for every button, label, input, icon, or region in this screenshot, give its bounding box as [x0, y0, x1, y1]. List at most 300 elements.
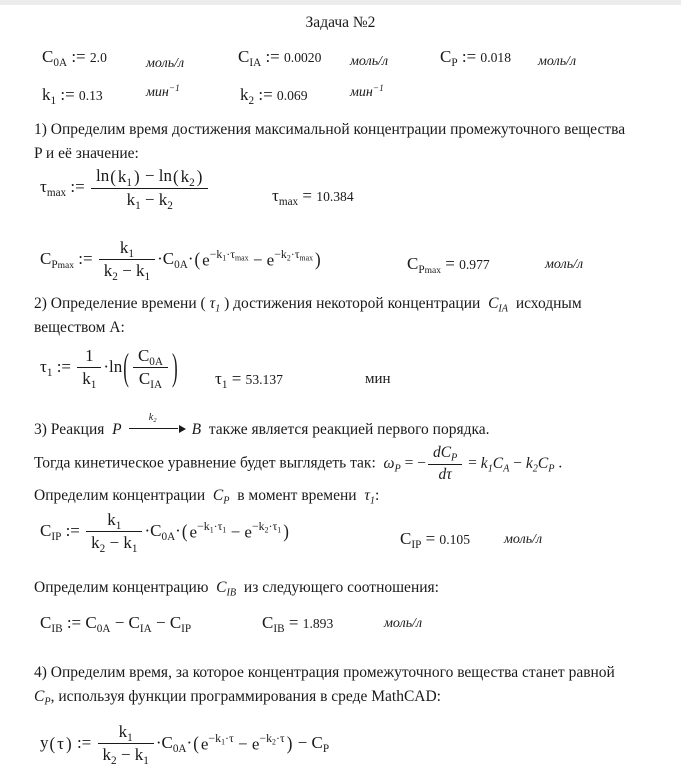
- paren-group: [181, 521, 290, 543]
- math-token: [110, 613, 128, 632]
- math-token: [400, 529, 422, 551]
- math-token: [90, 50, 107, 65]
- token-text: ω: [383, 454, 395, 472]
- token-text: −: [105, 533, 124, 553]
- token-text: :: [374, 487, 380, 504]
- subscript: 1: [128, 247, 134, 260]
- right-paren: ): [196, 166, 203, 187]
- token-text: ln: [95, 166, 110, 185]
- token-text: моль/л: [538, 54, 577, 69]
- token-text: ·ln: [103, 356, 123, 376]
- token-text: ·C: [157, 248, 175, 268]
- page-title: Задача №2: [305, 14, 376, 31]
- token-text: ·τ: [226, 247, 236, 262]
- token-text: k: [148, 412, 154, 423]
- token-text: моль/л: [384, 616, 423, 631]
- subscript: 1: [215, 303, 221, 315]
- window-edge: [0, 0, 681, 5]
- subscript: max: [299, 253, 314, 263]
- superscript-group: [274, 249, 313, 261]
- math-token: [34, 295, 210, 312]
- token-text: ·τ: [268, 519, 278, 534]
- subscript: 0A: [161, 530, 176, 543]
- cip-unit-label: [504, 531, 542, 549]
- math-token: [34, 455, 384, 472]
- paren-content: [201, 249, 314, 271]
- token-text: C: [128, 613, 140, 632]
- token-text: k: [480, 454, 488, 472]
- reaction-arrow-icon: [127, 412, 187, 436]
- token-text: −k: [251, 519, 265, 534]
- math-token: [214, 519, 227, 533]
- token-text: :=: [66, 177, 89, 197]
- math-token: [56, 85, 79, 104]
- token-text: τ: [40, 356, 47, 376]
- token-text: C: [407, 254, 419, 273]
- token-text: −: [226, 522, 245, 542]
- math-token: [311, 732, 330, 755]
- subscript: 1: [126, 176, 132, 189]
- subscript: IP: [181, 622, 192, 635]
- math-token: [51, 688, 441, 705]
- token-text: ·τ: [225, 731, 234, 746]
- token-text: 10.384: [316, 189, 354, 204]
- math-token: [197, 519, 214, 533]
- formula-tau-max: [40, 166, 210, 211]
- token-text: мин: [146, 85, 169, 100]
- math-token: [407, 254, 441, 276]
- math-token: [73, 733, 96, 752]
- paragraph-determine-cib: [34, 578, 439, 597]
- arrow-label: [127, 413, 179, 423]
- token-text: ·C: [144, 520, 162, 540]
- subscript: 2: [286, 253, 291, 263]
- math-token: [40, 520, 62, 543]
- token-text: 1) Определим время достижения максимальной концентрации промежуточного вещества: [34, 121, 626, 138]
- token-text: ·: [175, 520, 181, 540]
- math-token: [538, 54, 576, 69]
- subscript: IB: [51, 622, 63, 635]
- token-text: в момент времени: [229, 487, 365, 504]
- math-token: [350, 54, 388, 69]
- subscript: 2: [248, 94, 255, 107]
- result-cip: [400, 528, 470, 549]
- math-token: [34, 579, 216, 596]
- math-token: [42, 47, 68, 69]
- token-text: C: [212, 487, 224, 504]
- math-token: [298, 186, 316, 205]
- math-token: [229, 487, 364, 504]
- subscript: 1: [115, 519, 122, 532]
- math-token: [209, 295, 221, 315]
- token-text: k: [525, 454, 533, 472]
- token-text: k: [118, 722, 128, 741]
- math-token: [458, 47, 481, 66]
- token-text: моль/л: [146, 56, 185, 71]
- left-paren: (: [193, 733, 199, 755]
- token-text: C: [85, 613, 97, 632]
- paren-group: [194, 249, 322, 271]
- math-token: [134, 745, 149, 767]
- math-token: [537, 454, 555, 475]
- subscript: IA: [249, 56, 262, 69]
- token-text: :=: [62, 613, 86, 632]
- fraction-numerator: [86, 510, 142, 532]
- token-text: k: [42, 85, 51, 104]
- math-token: [34, 145, 139, 162]
- math-token: [262, 613, 285, 635]
- token-text: исходным: [508, 295, 582, 312]
- paren-group: [172, 167, 203, 187]
- math-token: [216, 579, 237, 599]
- superscript-group: [259, 733, 284, 745]
- math-token: [220, 295, 488, 312]
- math-token: [144, 520, 176, 543]
- math-token: [102, 745, 117, 767]
- subscript: IB: [226, 587, 237, 599]
- subscript: Pmax: [51, 258, 74, 271]
- math-token: [57, 734, 64, 753]
- token-text: ln: [158, 166, 172, 185]
- superscript-group: [210, 249, 249, 261]
- subscript: P: [394, 463, 401, 475]
- math-token: [146, 82, 180, 100]
- math-token: [40, 613, 63, 635]
- math-token: [103, 261, 118, 284]
- math-token: [383, 454, 401, 475]
- token-text: :=: [56, 85, 79, 104]
- math-token: [118, 261, 136, 280]
- math-token: [61, 521, 84, 540]
- token-text: y: [40, 732, 49, 752]
- token-text: k: [240, 85, 249, 104]
- paren-group: [122, 346, 178, 390]
- token-text: C: [488, 295, 499, 312]
- token-text: :=: [52, 356, 76, 376]
- token-text: 0.018: [480, 50, 511, 65]
- math-token: [67, 47, 90, 66]
- math-token: [202, 250, 210, 269]
- subscript: 2: [99, 543, 106, 556]
- token-text: k: [126, 190, 136, 210]
- math-token: [464, 455, 481, 472]
- math-token: [545, 257, 583, 272]
- cia-unit-label: [350, 53, 388, 71]
- math-token: [34, 664, 615, 681]
- math-token: [316, 189, 353, 204]
- math-token: [117, 166, 132, 189]
- paragraph-3-reaction: [34, 412, 490, 439]
- token-text: k: [91, 533, 100, 553]
- token-text: C: [34, 688, 45, 705]
- math-token: [157, 248, 188, 271]
- math-token: [136, 261, 151, 284]
- token-text: k: [82, 369, 91, 389]
- math-token: [261, 47, 284, 66]
- token-text: k: [180, 166, 190, 186]
- math-token: [40, 248, 74, 271]
- paragraph-1-line-2: [34, 144, 139, 163]
- token-text: dC: [432, 444, 452, 461]
- superscript: −1: [168, 82, 180, 93]
- subscript: P: [451, 56, 458, 69]
- math-token: [303, 616, 334, 631]
- subscript: 1: [277, 525, 282, 535]
- subscript: 1: [222, 253, 227, 263]
- result-cib: [262, 612, 333, 633]
- token-text: −k: [208, 731, 222, 746]
- token-text: моль/л: [545, 257, 584, 272]
- math-token: [34, 319, 125, 336]
- math-token: [79, 88, 103, 103]
- formula-k1-definition: [42, 84, 103, 105]
- fraction-denominator: [133, 368, 168, 392]
- token-text: =: [440, 254, 460, 273]
- math-token: [169, 613, 192, 635]
- formula-y-tau: [40, 722, 329, 766]
- token-text: = −: [400, 454, 426, 472]
- formula-cip: [40, 510, 290, 554]
- math-token: [159, 166, 172, 185]
- token-text: k: [107, 510, 116, 529]
- subscript: 2: [272, 737, 276, 747]
- math-token: [277, 88, 308, 103]
- paragraph-4-line-1: [34, 663, 615, 682]
- subscript: max: [278, 195, 299, 208]
- paragraph-4-line-2: [34, 687, 441, 706]
- math-token: [440, 47, 458, 69]
- token-text: из следующего соотношения:: [236, 579, 439, 596]
- subscript: 1: [143, 755, 149, 767]
- math-token: [85, 346, 94, 365]
- token-text: e: [189, 522, 198, 542]
- math-token: [85, 613, 111, 635]
- fraction-denominator: [428, 465, 462, 485]
- fraction-numerator: [99, 238, 155, 260]
- math-token: [96, 166, 109, 185]
- math-token: [34, 121, 625, 138]
- math-token: [117, 745, 135, 764]
- math-token: [375, 487, 379, 504]
- math-token: [126, 190, 141, 213]
- left-paren: (: [194, 249, 201, 271]
- math-token: [438, 466, 451, 483]
- token-text: −: [116, 745, 135, 765]
- token-text: мин: [365, 371, 391, 387]
- math-token: [480, 50, 511, 65]
- right-paren: ): [66, 733, 72, 755]
- subscript: 1: [369, 495, 375, 507]
- token-text: :=: [254, 85, 277, 104]
- fraction-numerator: [133, 346, 168, 368]
- fraction-denominator: [91, 189, 208, 213]
- math-token: [210, 247, 227, 261]
- token-text: также является реакцией первого порядка.: [201, 421, 490, 438]
- paren-content: [200, 733, 286, 755]
- token-text: ·C: [155, 732, 173, 752]
- math-token: [384, 616, 422, 631]
- paren-group: [109, 167, 140, 187]
- token-text: :=: [72, 732, 96, 752]
- subscript: IP: [411, 538, 422, 551]
- token-text: Тогда кинетическое уравнение будет выглядеть так:: [34, 454, 384, 472]
- token-text: Определим концентрацию: [34, 579, 217, 596]
- math-token: [137, 346, 163, 368]
- math-token: [364, 487, 375, 507]
- token-text: −: [140, 166, 159, 185]
- token-text: k: [136, 261, 145, 281]
- math-token: [276, 731, 285, 745]
- arrow-line: [129, 428, 178, 429]
- math-token: [480, 454, 493, 475]
- token-text: −: [151, 613, 170, 632]
- token-text: , используя функции программирования в среде MathCAD:: [50, 688, 441, 705]
- token-text: P: [112, 421, 122, 438]
- subscript: 1: [131, 543, 138, 556]
- paren-content: [130, 346, 171, 390]
- token-text: моль/л: [504, 532, 543, 547]
- token-text: k: [119, 238, 129, 257]
- math-token: [293, 733, 311, 752]
- math-token: [488, 295, 509, 315]
- subscript: 1: [487, 463, 493, 475]
- math-token: [240, 85, 255, 107]
- left-paren: (: [123, 346, 129, 389]
- right-paren: ): [172, 346, 178, 389]
- subscript: 2: [264, 525, 269, 535]
- subscript: 1: [222, 525, 227, 535]
- math-token: [259, 731, 276, 745]
- fraction-denominator: [77, 368, 101, 392]
- token-text: τ: [209, 295, 216, 312]
- subscript: Pmax: [418, 263, 441, 276]
- token-text: C: [137, 346, 150, 365]
- token-text: τ: [40, 177, 47, 197]
- token-text: :=: [73, 248, 97, 268]
- math-token: [118, 722, 133, 744]
- token-text: k: [134, 745, 144, 765]
- math-token: [42, 85, 57, 107]
- math-token: [190, 522, 198, 541]
- cib-unit-label: [384, 615, 422, 633]
- subscript: IA: [139, 622, 152, 635]
- paragraph-2-line-1: [34, 294, 582, 313]
- subscript: P: [44, 696, 51, 708]
- math-token: [421, 529, 439, 548]
- token-text: =: [284, 613, 303, 632]
- formula-cib: [40, 612, 191, 633]
- math-token: [234, 734, 252, 753]
- token-text: ) достижения некоторой концентрации: [220, 295, 489, 312]
- token-text: 0.13: [78, 88, 103, 103]
- math-token: [82, 369, 97, 392]
- left-paren: (: [181, 521, 188, 543]
- token-text: Определим концентрации: [34, 487, 213, 504]
- subscript: 0A: [53, 56, 68, 69]
- token-text: −: [509, 454, 526, 472]
- token-text: −k: [259, 731, 273, 746]
- math-token: [34, 421, 112, 438]
- subscript: 1: [50, 94, 57, 107]
- token-text: ·τ: [275, 731, 285, 746]
- math-token: [103, 357, 122, 376]
- token-text: ·τ: [213, 519, 223, 534]
- token-text: k: [102, 745, 111, 765]
- token-text: 1: [85, 346, 94, 365]
- math-token: [249, 250, 267, 269]
- token-text: dτ: [438, 465, 452, 483]
- subscript: 2: [532, 463, 538, 475]
- c0a-unit-label: [146, 55, 184, 73]
- fraction-denominator: [86, 532, 142, 556]
- subscript: P: [451, 452, 458, 464]
- token-text: C: [262, 613, 274, 632]
- superscript-group: [208, 733, 233, 745]
- subscript: 1: [209, 525, 214, 535]
- subscript: 1: [144, 271, 151, 284]
- subscript: max: [46, 187, 67, 200]
- token-text: :=: [261, 47, 284, 66]
- token-text: −: [117, 261, 136, 281]
- token-text: :=: [61, 520, 85, 540]
- token-text: −: [293, 732, 312, 752]
- left-paren: (: [110, 166, 116, 187]
- math-token: [254, 85, 277, 104]
- fraction: [91, 166, 208, 211]
- token-text: C: [40, 248, 52, 268]
- math-token: [141, 190, 159, 209]
- math-token: [238, 47, 262, 69]
- math-token: [149, 412, 157, 423]
- math-token: [215, 369, 228, 391]
- math-token: [492, 454, 510, 475]
- fraction: [99, 238, 155, 282]
- fraction: [98, 722, 154, 766]
- token-text: =: [464, 454, 481, 472]
- math-token: [252, 734, 260, 753]
- subscript: 1: [221, 737, 225, 747]
- token-text: C: [537, 454, 549, 472]
- subscript: 2: [153, 417, 157, 425]
- math-token: [246, 372, 283, 387]
- token-text: k: [123, 533, 132, 553]
- subscript: 0A: [174, 258, 188, 271]
- token-text: −: [140, 190, 159, 210]
- math-token: [227, 369, 245, 388]
- formula-cp-definition: [440, 46, 511, 67]
- token-text: C: [400, 529, 412, 548]
- math-token: [40, 356, 53, 379]
- k1-unit-label: [146, 84, 180, 102]
- math-token: [272, 186, 299, 208]
- math-token: [201, 421, 489, 438]
- token-text: 0.105: [439, 532, 471, 547]
- subscript: 1: [90, 379, 97, 392]
- token-text: C: [311, 732, 323, 752]
- subscript: P: [548, 463, 555, 475]
- token-text: e: [251, 734, 260, 754]
- math-token: [63, 613, 86, 632]
- subscript: 2: [112, 271, 118, 284]
- subscript: 1: [135, 200, 141, 213]
- token-text: :=: [457, 47, 481, 66]
- formula-cia-definition: [238, 46, 321, 67]
- right-paren: ): [286, 733, 293, 755]
- token-text: .: [554, 454, 563, 472]
- math-token: [508, 295, 582, 312]
- cp-unit-label: [538, 53, 576, 71]
- token-text: −: [233, 734, 252, 754]
